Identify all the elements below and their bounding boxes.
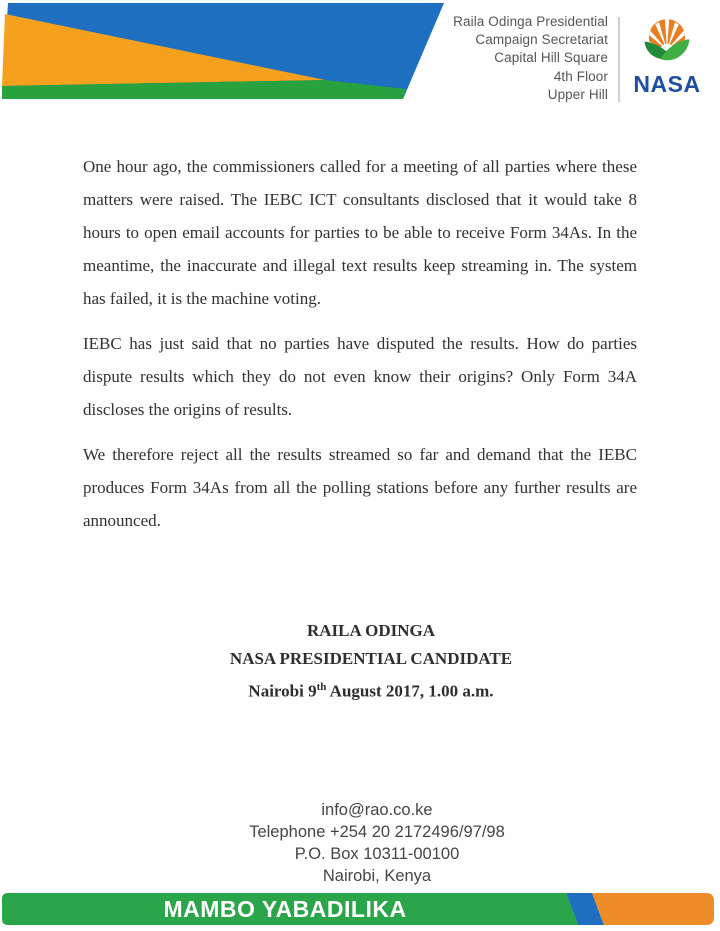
- campaign-address: [453, 13, 608, 104]
- address-line: Upper Hill: [547, 86, 608, 102]
- address-line: Capital Hill Square: [494, 50, 608, 66]
- date-ordinal: th: [316, 681, 327, 693]
- date-prefix: Nairobi 9: [248, 681, 317, 701]
- paragraph-1: One hour ago, the commissioners called for a meeting of all parties where these matters were raised. The IEBC ICT consultants disclosed that it would take 8 hours to open email accounts for parties to be able to receive Form 34As. In the meantime, the inaccurate and illegal text results keep streaming in. The system has failed, it is the machine voting.: [83, 157, 637, 308]
- paragraph-2: IEBC has just said that no parties have disputed the results. How do parties dispute results which they do not even know their origins? Only Form 34A discloses the origins of results.: [83, 334, 637, 419]
- contact-city: Nairobi, Kenya: [322, 867, 432, 885]
- header-banner-graphic: [0, 3, 450, 100]
- signature-dateline: [22, 673, 720, 706]
- address-line: 4th Floor: [553, 68, 608, 84]
- signatory-title: NASA PRESIDENTIAL CANDIDATE: [229, 649, 513, 668]
- contact-telephone: Telephone +254 20 2172496/97/98: [249, 823, 505, 841]
- nasa-logo: [626, 18, 708, 98]
- address-line: Raila Odinga Presidential: [453, 14, 608, 29]
- address-line: Campaign Secretariat: [475, 32, 608, 48]
- nasa-wordmark: NASA: [633, 71, 701, 97]
- contact-pobox: P.O. Box 10311-00100: [294, 845, 460, 863]
- slogan-text: MAMBO YABADILIKA: [163, 896, 407, 922]
- paragraph-3: We therefore reject all the results streamed so far and demand that the IEBC produces Form 34As from all the polling stations before any further results are announced.: [83, 445, 637, 530]
- contact-email: info@rao.co.ke: [321, 801, 433, 819]
- signatory-name: RAILA ODINGA: [307, 621, 435, 640]
- date-suffix: August 2017, 1.00 a.m.: [326, 681, 494, 701]
- bottom-slogan-bar: [0, 892, 720, 926]
- header-divider: [618, 17, 620, 102]
- sun-leaves-icon: [640, 18, 694, 66]
- letter-body: [83, 150, 637, 549]
- contact-block: [0, 799, 720, 887]
- signature-block: [0, 617, 720, 706]
